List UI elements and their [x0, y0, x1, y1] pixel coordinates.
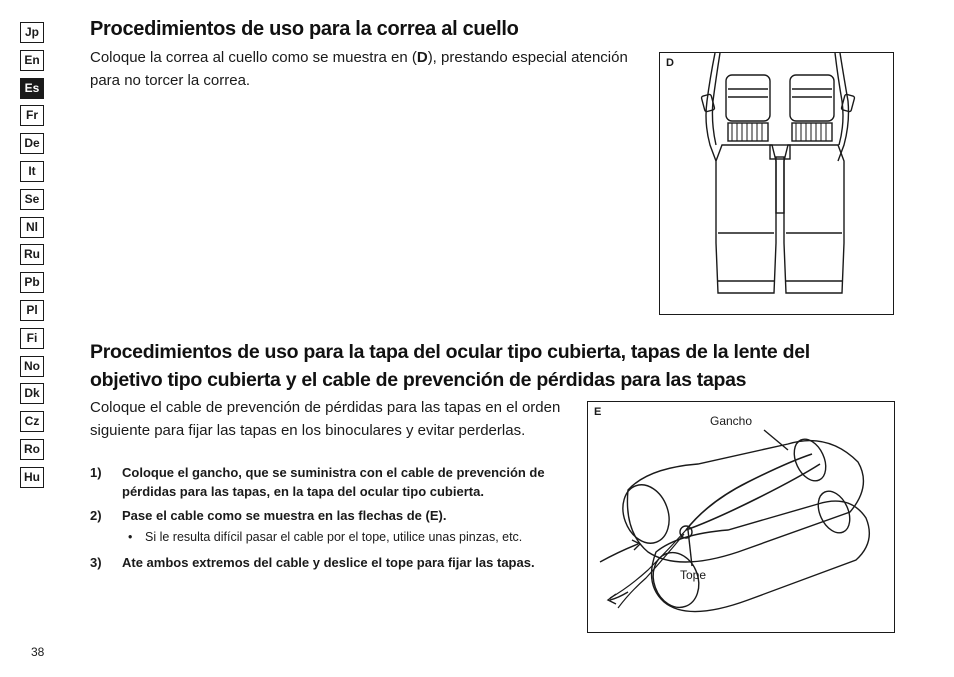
step-3-number: 3): [90, 555, 102, 570]
step-2-text-end: ).: [438, 508, 447, 523]
step-2-note: [90, 528, 580, 547]
lang-tab-de[interactable]: De: [20, 133, 44, 154]
lang-tab-no[interactable]: No: [20, 356, 44, 377]
lang-tab-ro[interactable]: Ro: [20, 439, 44, 460]
step-3: [90, 553, 580, 572]
lang-tab-it[interactable]: It: [20, 161, 44, 182]
step-3-text: Ate ambos extremos del cable y deslice el tope para fijar las tapas.: [122, 555, 535, 570]
lang-tab-en[interactable]: En: [20, 50, 44, 71]
lang-tab-fr[interactable]: Fr: [20, 105, 44, 126]
step-2-text: Pase el cable como se muestra en las flechas de (: [122, 508, 430, 523]
lang-tab-nl[interactable]: Nl: [20, 217, 44, 238]
callout-hook: Gancho: [710, 414, 753, 428]
section2-title: [90, 338, 900, 394]
callout-stopper: Tope: [680, 568, 707, 582]
lang-tab-dk[interactable]: Dk: [20, 383, 44, 404]
figure-d-letter: D: [666, 57, 674, 69]
section1-body-text-end: ), prestando especial atención para no torcer la correa.: [90, 49, 628, 89]
figure-e-letter: E: [594, 406, 602, 418]
lang-tab-jp[interactable]: Jp: [20, 22, 44, 43]
lang-tab-ru[interactable]: Ru: [20, 244, 44, 265]
step-1: [90, 463, 580, 501]
lang-tab-es[interactable]: Es: [20, 78, 44, 99]
section2-title-line2: objetivo tipo cubierta y el cable de prevención de pérdidas para las tapas: [90, 369, 747, 391]
language-tabs: [20, 22, 44, 495]
section1-body-text: Coloque la correa al cuello como se muestra en (: [90, 49, 417, 66]
lang-tab-hu[interactable]: Hu: [20, 467, 44, 488]
section2-title-line1: Procedimientos de uso para la tapa del ocular tipo cubierta, tapas de la lente del: [90, 341, 810, 363]
section1-body: [90, 46, 635, 92]
lang-tab-cz[interactable]: Cz: [20, 411, 44, 432]
step-2-note-text: Si le resulta difícil pasar el cable por el tope, utilice unas pinzas, etc.: [145, 530, 523, 544]
step-1-text: Coloque el gancho, que se suministra con el cable de prevención de pérdidas para las tapas, en la tapa del ocular tipo cubierta.: [122, 465, 545, 499]
figure-d: [659, 52, 894, 315]
figure-ref-e: E: [429, 508, 439, 523]
section1-title: Procedimientos de uso para la correa al cuello: [90, 18, 519, 40]
lang-tab-pb[interactable]: Pb: [20, 272, 44, 293]
lang-tab-fi[interactable]: Fi: [20, 328, 44, 349]
bullet-dot: •: [128, 530, 133, 544]
page-number: 38: [31, 645, 45, 659]
binoculars-caps-cord-illustration: [588, 402, 894, 632]
steps-list: [90, 463, 580, 577]
step-2: [90, 506, 580, 525]
binoculars-neck-strap-illustration: [660, 53, 893, 314]
lang-tab-pl[interactable]: Pl: [20, 300, 44, 321]
figure-e: [587, 401, 895, 633]
step-1-number: 1): [90, 465, 102, 480]
step-2-number: 2): [90, 508, 102, 523]
figure-ref-d: D: [416, 49, 428, 66]
section2-intro: Coloque el cable de prevención de pérdidas para las tapas en el orden siguiente para fijar las tapas en los binoculares y evitar perderlas.: [90, 399, 561, 439]
lang-tab-se[interactable]: Se: [20, 189, 44, 210]
